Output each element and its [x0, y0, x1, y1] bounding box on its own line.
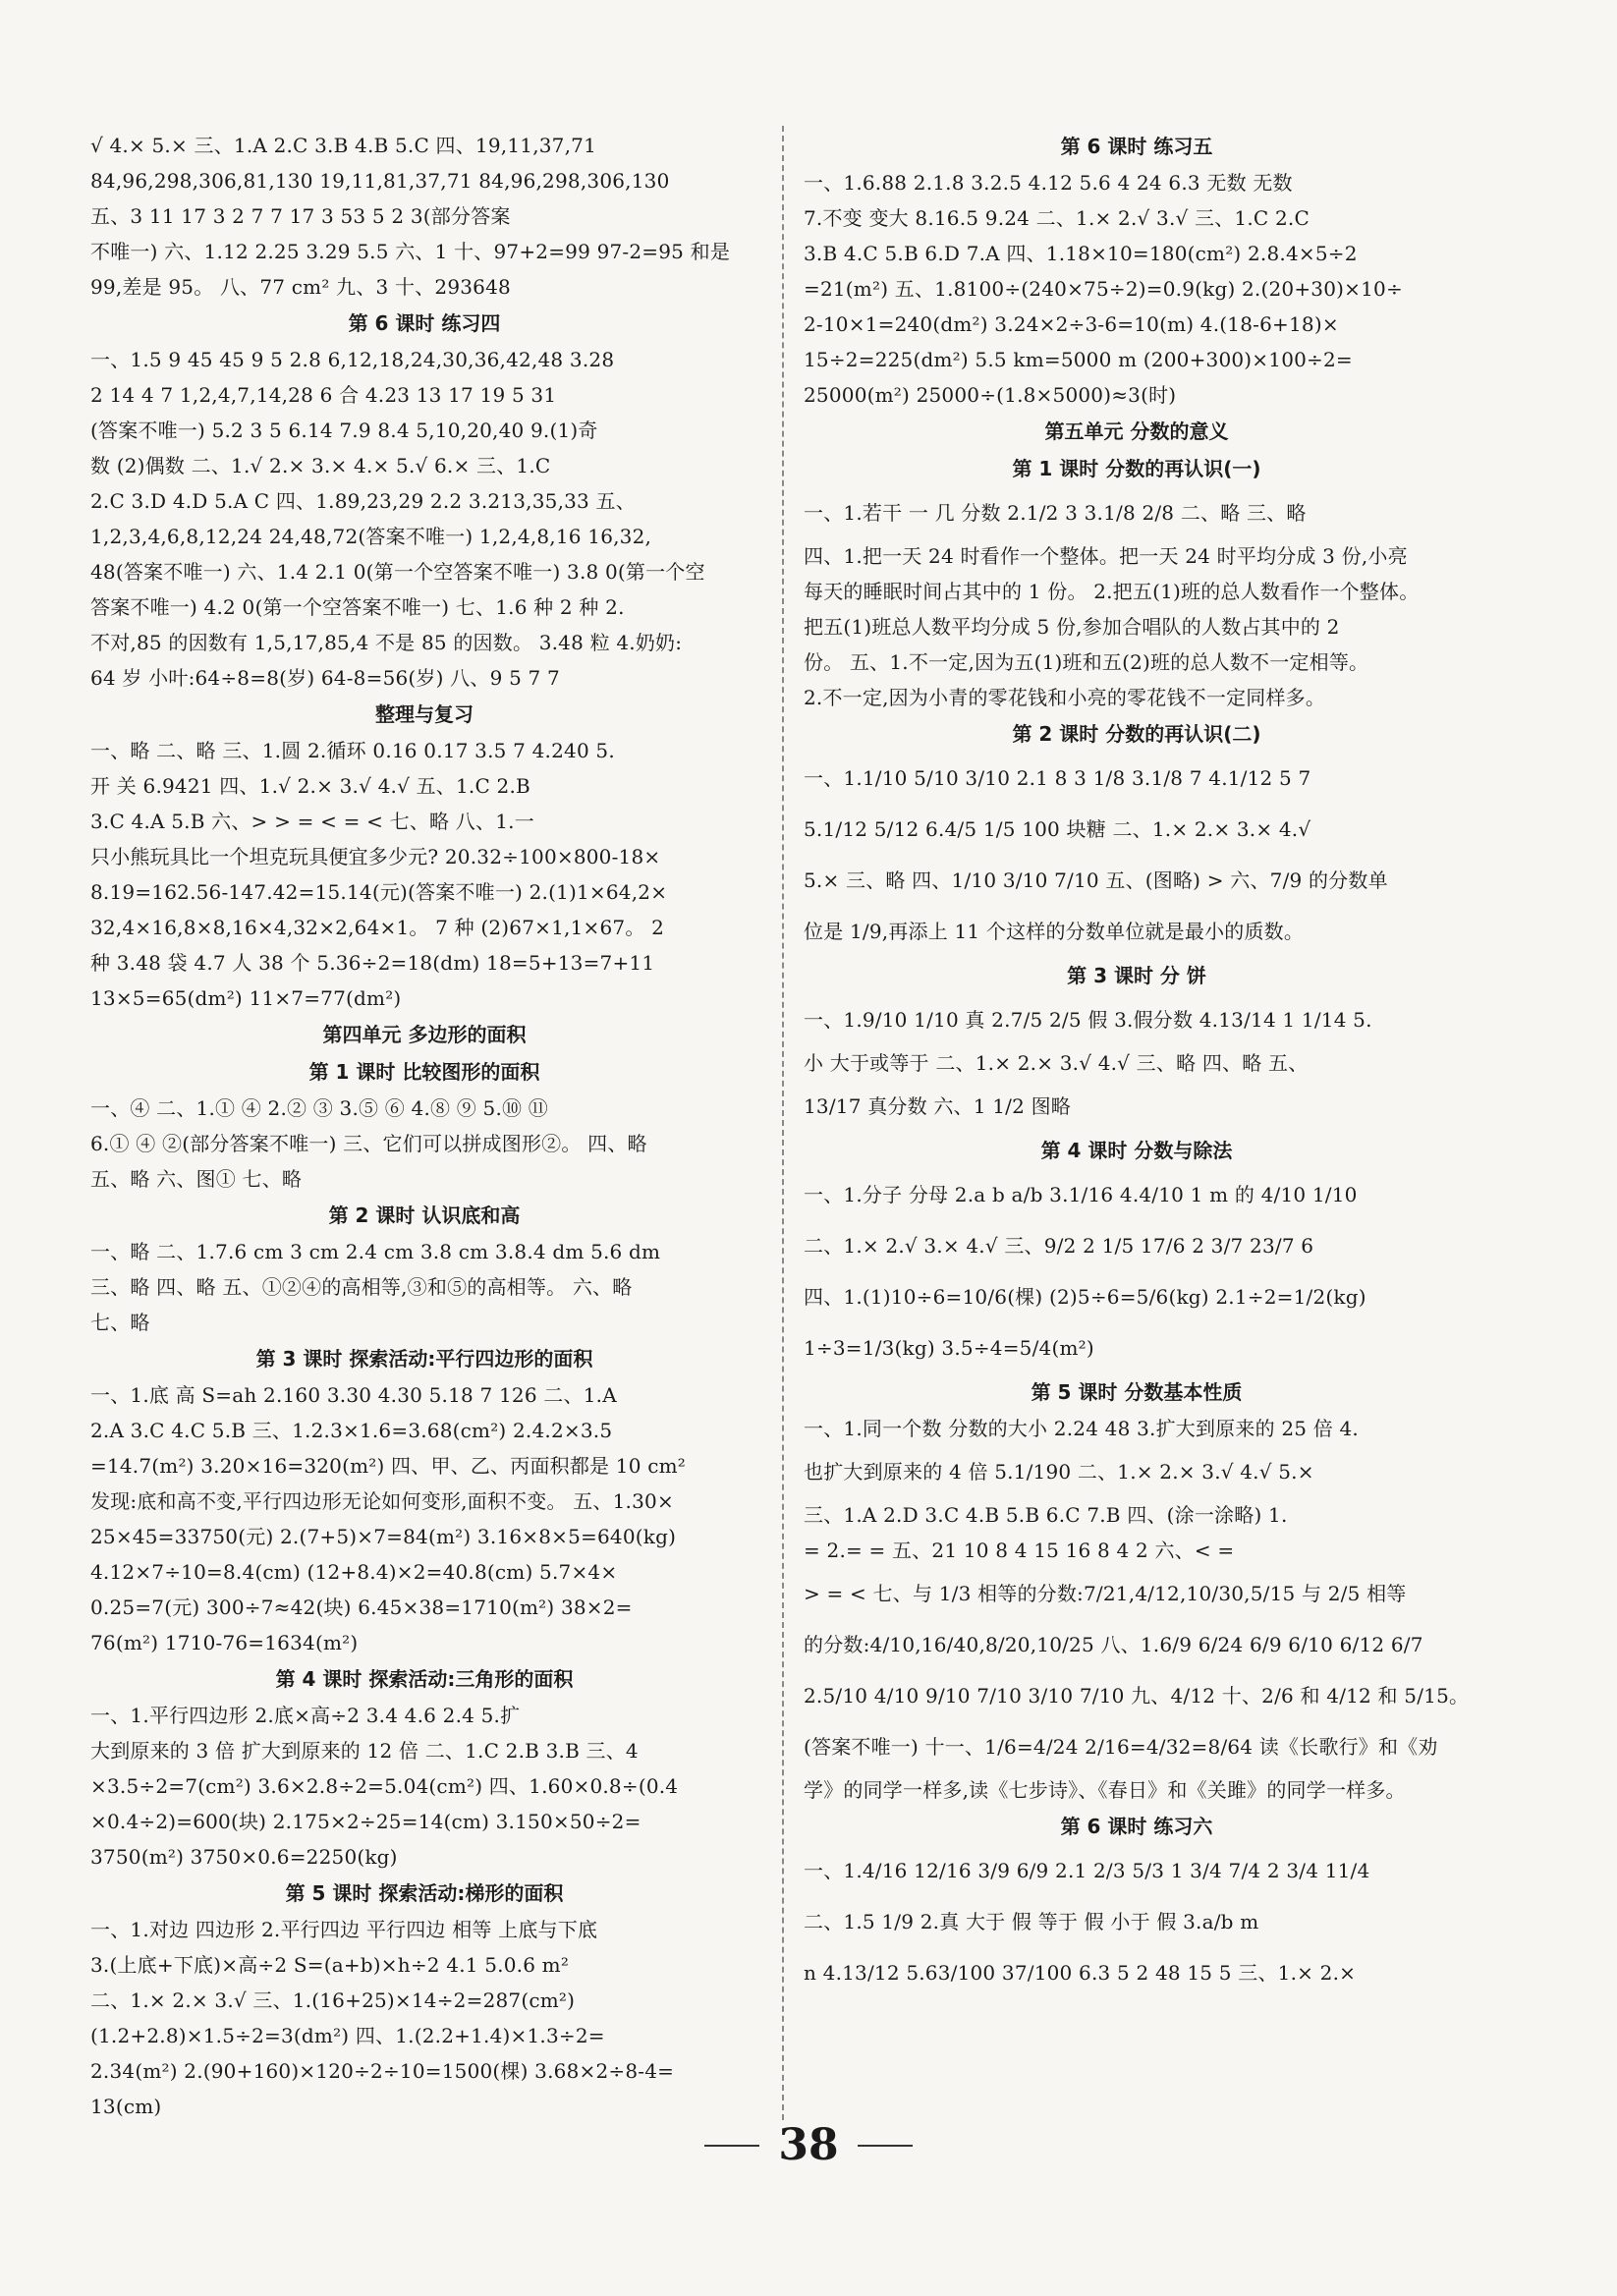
answer-line: 四、1.把一天 24 时看作一个整体。把一天 24 时平均分成 3 份,小亮 [804, 544, 1408, 568]
answer-line: 不对,85 的因数有 1,5,17,85,4 不是 85 的因数。 3.48 粒 4.奶奶: [90, 631, 683, 654]
left-column [90, 128, 758, 2124]
answer-line: 13×5=65(dm²) 11×7=77(dm²) [90, 986, 402, 1010]
answer-line: 不唯一) 六、1.12 2.25 3.29 5.5 六、1 十、97+2=99 97-2=95 和是 [90, 240, 731, 263]
answer-line: 99,差是 95。 八、77 cm² 九、3 十、293648 [90, 275, 511, 299]
section-heading: 第 5 课时 分数基本性质 [1031, 1380, 1243, 1404]
answer-line: 3.C 4.A 5.B 六、> > = < = < 七、略 八、1.一 [90, 810, 534, 833]
answer-line: 二、1.× 2.× 3.√ 三、1.(16+25)×14÷2=287(cm²) [90, 1988, 576, 2012]
answer-line: =21(m²) 五、1.8100÷(240×75÷2)=0.9(kg) 2.(20+30)×10÷ [804, 277, 1403, 301]
section-heading: 第四单元 多边形的面积 [322, 1023, 527, 1046]
answer-line: 种 3.48 袋 4.7 人 38 个 5.36÷2=18(dm) 18=5+13=7+11 [90, 951, 655, 975]
answer-line: 一、1.平行四边形 2.底×高÷2 3.4 4.6 2.4 5.扩 [90, 1704, 521, 1727]
answer-line: √ 4.× 5.× 三、1.A 2.C 3.B 4.B 5.C 四、19,11,37,71 [90, 134, 597, 157]
answer-line: 七、略 [90, 1311, 150, 1334]
section-heading: 第五单元 分数的意义 [1044, 420, 1229, 443]
section-heading: 整理与复习 [375, 702, 474, 726]
answer-line: 64 岁 小叶:64÷8=8(岁) 64-8=56(岁) 八、9 5 7 7 [90, 666, 560, 690]
answer-line: 7.不变 变大 8.16.5 9.24 二、1.× 2.√ 3.√ 三、1.C 2.C [804, 206, 1310, 230]
section-heading: 第 6 课时 练习四 [348, 311, 501, 335]
answer-line: 2.不一定,因为小青的零花钱和小亮的零花钱不一定同样多。 [804, 686, 1326, 709]
answer-line: 开 关 6.9421 四、1.√ 2.× 3.√ 4.√ 五、1.C 2.B [90, 774, 530, 798]
answer-line: 三、1.A 2.D 3.C 4.B 5.B 6.C 7.B 四、(涂一涂略) 1. [804, 1503, 1288, 1527]
answer-line: 1,2,3,4,6,8,12,24 24,48,72(答案不唯一) 1,2,4,8,16 16,32, [90, 525, 652, 548]
answer-line: 四、1.(1)10÷6=10/6(棵) (2)5÷6=5/6(kg) 2.1÷2=1/2(kg) [804, 1285, 1366, 1309]
page-number: 38 [778, 2120, 839, 2170]
answer-line: 2.34(m²) 2.(90+160)×120÷2÷10=1500(棵) 3.68×2÷8-4= [90, 2059, 675, 2083]
answer-line: 一、略 二、1.7.6 cm 3 cm 2.4 cm 3.8 cm 3.8.4 dm 5.6 dm [90, 1240, 661, 1263]
answer-line: 的分数:4/10,16/40,8/20,10/25 八、1.6/9 6/24 6/9 6/10 6/12 6/7 [804, 1633, 1423, 1656]
section-heading: 第 5 课时 探索活动:梯形的面积 [285, 1881, 564, 1905]
answer-line: = 2.= = 五、21 10 8 4 15 16 8 4 2 六、< = [804, 1539, 1235, 1562]
answer-line: =14.7(m²) 3.20×16=320(m²) 四、甲、乙、丙面积都是 10 cm² [90, 1454, 686, 1478]
answer-line: 也扩大到原来的 4 倍 5.1/190 二、1.× 2.× 3.√ 4.√ 5.× [804, 1460, 1314, 1484]
answer-line: 五、3 11 17 3 2 7 7 17 3 53 5 2 3(部分答案 [90, 204, 511, 228]
answer-line: 一、1.分子 分母 2.a b a/b 3.1/16 4.4/10 1 m 的 4/10 1/10 [804, 1183, 1358, 1206]
answer-line: 二、1.× 2.√ 3.× 4.√ 三、9/2 2 1/5 17/6 2 3/7 23/7 6 [804, 1234, 1314, 1258]
answer-line: 数 (2)偶数 二、1.√ 2.× 3.× 4.× 5.√ 6.× 三、1.C [90, 454, 551, 477]
answer-line: ×3.5÷2=7(cm²) 3.6×2.8÷2=5.04(cm²) 四、1.60×0.8÷(0.4 [90, 1774, 679, 1798]
answer-line: 5.1/12 5/12 6.4/5 1/5 100 块糖 二、1.× 2.× 3.× 4.√ [804, 817, 1311, 841]
answer-line: 25×45=33750(元) 2.(7+5)×7=84(m²) 3.16×8×5=640(kg) [90, 1525, 677, 1548]
answer-line: 一、略 二、略 三、1.圆 2.循环 0.16 0.17 3.5 7 4.240 5. [90, 739, 615, 762]
answer-line: 发现:底和高不变,平行四边形无论如何变形,面积不变。 五、1.30× [90, 1489, 674, 1513]
answer-line: 位是 1/9,再添上 11 个这样的分数单位就是最小的质数。 [804, 920, 1305, 943]
answer-line: 2.C 3.D 4.D 5.A C 四、1.89,23,29 2.2 3.213,35,33 五、 [90, 489, 636, 513]
answer-line: 一、1.底 高 S=ah 2.160 3.30 4.30 5.18 7 126 二、1.A [90, 1383, 617, 1407]
answer-line: 一、1.6.88 2.1.8 3.2.5 4.12 5.6 4 24 6.3 无数 无数 [804, 171, 1293, 195]
section-heading: 第 6 课时 练习六 [1060, 1815, 1213, 1838]
answer-line: 一、1.9/10 1/10 真 2.7/5 2/5 假 3.假分数 4.13/14 1 1/14 5. [804, 1008, 1372, 1032]
section-heading: 第 2 课时 认识底和高 [328, 1204, 521, 1227]
answer-line: 3.(上底+下底)×高÷2 S=(a+b)×h÷2 4.1 5.0.6 m² [90, 1953, 570, 1977]
answer-line: 三、略 四、略 五、①②④的高相等,③和⑤的高相等。 六、略 [90, 1275, 633, 1299]
answer-line: (答案不唯一) 十一、1/6=4/24 2/16=4/32=8/64 读《长歌行》和《劝 [804, 1735, 1438, 1759]
answer-line: > = < 七、与 1/3 相等的分数:7/21,4/12,10/30,5/15 与 2/5 相等 [804, 1582, 1407, 1605]
answer-line: 1÷3=1/3(kg) 3.5÷4=5/4(m²) [804, 1336, 1094, 1360]
answer-line: 学》的同学一样多,读《七步诗》、《春日》和《关雎》的同学一样多。 [804, 1778, 1406, 1802]
answer-line: 25000(m²) 25000÷(1.8×5000)≈3(时) [804, 383, 1177, 407]
answer-line: 一、1.5 9 45 45 9 5 2.8 6,12,18,24,30,36,42,48 3.28 [90, 348, 615, 371]
answer-line: 32,4×16,8×8,16×4,32×2,64×1。 7 种 (2)67×1,1×67。 2 [90, 916, 664, 939]
section-heading: 第 1 课时 分数的再认识(一) [1012, 457, 1261, 480]
answer-line: 一、1.1/10 5/10 3/10 2.1 8 3 1/8 3.1/8 7 4.1/12 5 7 [804, 766, 1311, 790]
answer-line: 2.A 3.C 4.C 5.B 三、1.2.3×1.6=3.68(cm²) 2.4.2×3.5 [90, 1419, 613, 1442]
answer-line: 份。 五、1.不一定,因为五(1)班和五(2)班的总人数不一定相等。 [804, 650, 1369, 674]
answer-line: 76(m²) 1710-76=1634(m²) [90, 1631, 359, 1654]
answer-line: 0.25=7(元) 300÷7≈42(块) 6.45×38=1710(m²) 38×2= [90, 1596, 633, 1619]
answer-line: 15÷2=225(dm²) 5.5 km=5000 m (200+300)×100÷2= [804, 348, 1353, 371]
answer-line: 13(cm) [90, 2095, 162, 2118]
section-heading: 第 4 课时 探索活动:三角形的面积 [275, 1667, 574, 1691]
answer-line: 2-10×1=240(dm²) 3.24×2÷3-6=10(m) 4.(18-6+18)× [804, 312, 1339, 336]
answer-line: 一、1.4/16 12/16 3/9 6/9 2.1 2/3 5/3 1 3/4 7/4 2 3/4 11/4 [804, 1859, 1370, 1882]
section-heading: 第 3 课时 分 饼 [1067, 964, 1206, 987]
answer-line: 6.① ④ ②(部分答案不唯一) 三、它们可以拼成图形②。 四、略 [90, 1132, 647, 1155]
answer-line: 一、1.同一个数 分数的大小 2.24 48 3.扩大到原来的 25 倍 4. [804, 1417, 1359, 1440]
answer-line: 只小熊玩具比一个坦克玩具便宜多少元? 20.32÷100×800-18× [90, 845, 661, 868]
answer-line: 13/17 真分数 六、1 1/2 图略 [804, 1094, 1071, 1118]
answer-line: 把五(1)班总人数平均分成 5 份,参加合唱队的人数占其中的 2 [804, 615, 1340, 639]
page-number-footer [0, 2120, 1617, 2189]
answer-line: n 4.13/12 5.63/100 37/100 6.3 5 2 48 15 5 三、1.× 2.× [804, 1961, 1357, 1985]
section-heading: 第 3 课时 探索活动:平行四边形的面积 [255, 1347, 593, 1371]
answer-line: 大到原来的 3 倍 扩大到原来的 12 倍 二、1.C 2.B 3.B 三、4 [90, 1739, 639, 1763]
answer-line: 五、略 六、图① 七、略 [90, 1167, 303, 1191]
footer-dash-right [858, 2145, 913, 2147]
section-heading: 第 1 课时 比较图形的面积 [308, 1060, 540, 1084]
answer-line: 48(答案不唯一) 六、1.4 2.1 0(第一个空答案不唯一) 3.8 0(第一个空 [90, 560, 705, 584]
answer-line: 一、1.若干 一 几 分数 2.1/2 3 3.1/8 2/8 二、略 三、略 [804, 501, 1307, 525]
answer-line: 3750(m²) 3750×0.6=2250(kg) [90, 1845, 398, 1869]
section-heading: 第 4 课时 分数与除法 [1040, 1139, 1233, 1162]
section-heading: 第 2 课时 分数的再认识(二) [1012, 722, 1261, 746]
answer-line: 小 大于或等于 二、1.× 2.× 3.√ 4.√ 三、略 四、略 五、 [804, 1051, 1309, 1075]
answer-line: (答案不唯一) 5.2 3 5 6.14 7.9 8.4 5,10,20,40 9.(1)奇 [90, 419, 598, 442]
answer-line: 答案不唯一) 4.2 0(第一个空答案不唯一) 七、1.6 种 2 种 2. [90, 595, 625, 619]
answer-line: (1.2+2.8)×1.5÷2=3(dm²) 四、1.(2.2+1.4)×1.3÷2= [90, 2024, 605, 2047]
answer-line: 3.B 4.C 5.B 6.D 7.A 四、1.18×10=180(cm²) 2.8.4×5÷2 [804, 242, 1358, 265]
answer-line: 二、1.5 1/9 2.真 大于 假 等于 假 小于 假 3.a/b m [804, 1910, 1259, 1933]
right-column [804, 128, 1470, 1998]
answer-line: 8.19=162.56-147.42=15.14(元)(答案不唯一) 2.(1)1×64,2× [90, 880, 668, 904]
answer-line: 84,96,298,306,81,130 19,11,81,37,71 84,96,298,306,130 [90, 169, 670, 193]
column-divider [782, 126, 784, 2120]
footer-dash-left [704, 2145, 759, 2147]
answer-line: 5.× 三、略 四、1/10 3/10 7/10 五、(图略) > 六、7/9 的分数单 [804, 868, 1388, 892]
answer-line: 4.12×7÷10=8.4(cm) (12+8.4)×2=40.8(cm) 5.7×4× [90, 1560, 618, 1584]
answer-line: 一、1.对边 四边形 2.平行四边 平行四边 相等 上底与下底 [90, 1918, 598, 1941]
section-heading: 第 6 课时 练习五 [1060, 135, 1213, 158]
answer-line: 2 14 4 7 1,2,4,7,14,28 6 合 4.23 13 17 19 5 31 [90, 383, 557, 407]
answer-line: 每天的睡眠时间占其中的 1 份。 2.把五(1)班的总人数看作一个整体。 [804, 580, 1420, 603]
answer-line: 2.5/10 4/10 9/10 7/10 3/10 7/10 九、4/12 十、2/6 和 4/12 和 5/15。 [804, 1684, 1470, 1708]
answer-line: 一、④ 二、1.① ④ 2.② ③ 3.⑤ ⑥ 4.⑧ ⑨ 5.⑩ ⑪ [90, 1096, 548, 1120]
answer-line: ×0.4÷2)=600(块) 2.175×2÷25=14(cm) 3.150×50÷2= [90, 1810, 641, 1833]
